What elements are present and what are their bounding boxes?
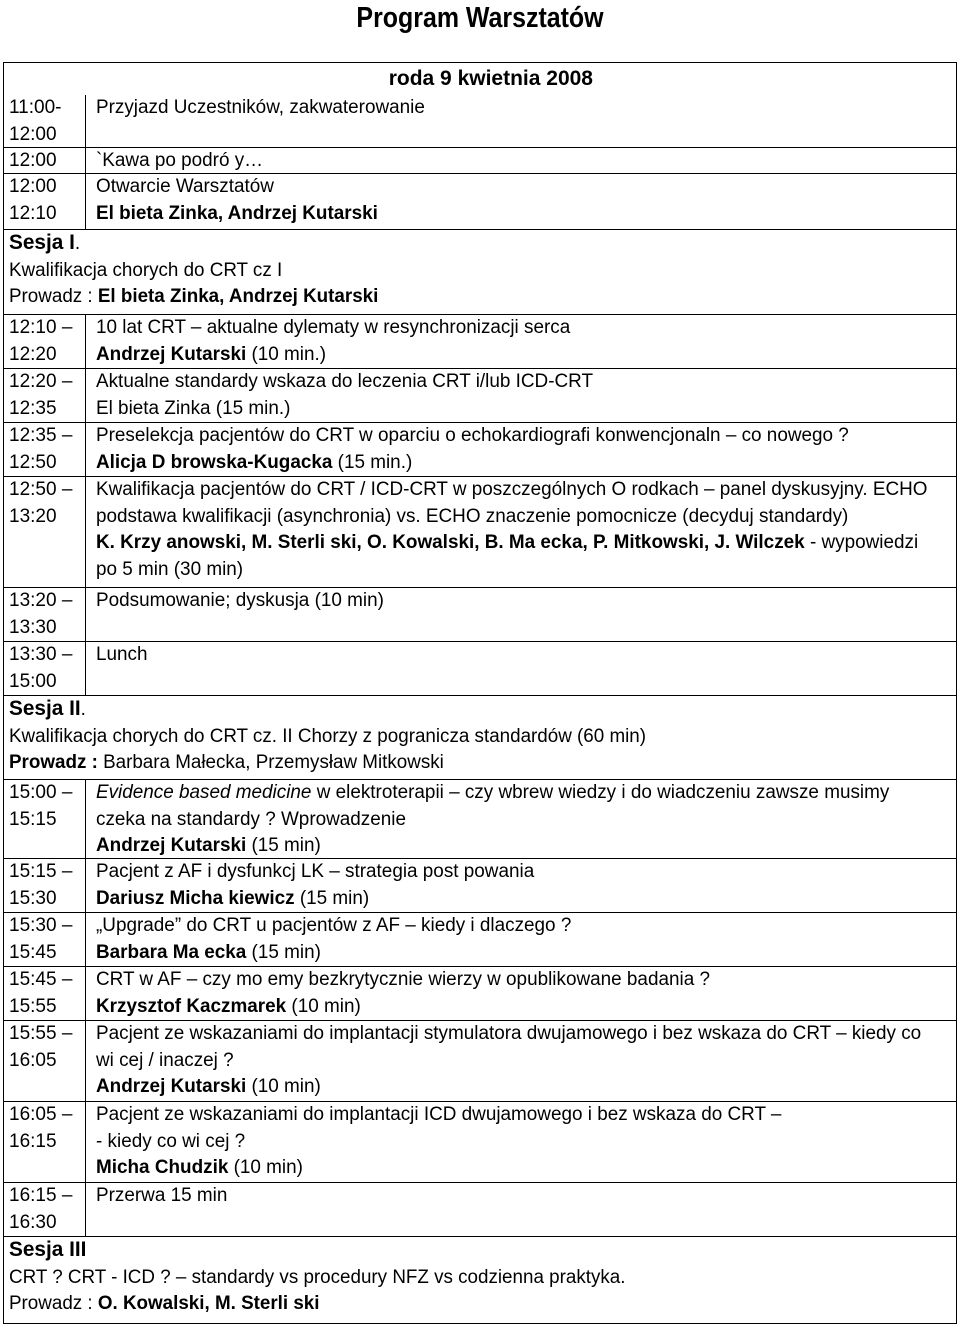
session-chair: Prowadz : El bieta Zinka, Andrzej Kutarski (9, 286, 379, 307)
time-cell: 15:30 – 15:45 (4, 913, 86, 966)
table-row (4, 173, 956, 229)
session-3-header (4, 1236, 956, 1323)
session-name: Sesja II (9, 697, 81, 720)
table-row (4, 912, 956, 966)
content-cell: `Kawa po podró y… (96, 150, 264, 171)
time-cell: 15:45 – 15:55 (4, 967, 86, 1020)
content-cell: Przyjazd Uczestników, zakwaterowanie (96, 97, 425, 118)
content-cell: Kwalifikacja pacjentów do CRT / ICD-CRT w poszczególnych O rodkach – panel dyskusyjny. ECHO podstawa kwalifikacji (asynchronia) vs. ECHO znaczenie pomocnicze (decyduj standardy) K. Krzy anowski, M. Sterli ski, O. Kowalski, B. Ma ecka, P. Mitkowski, J. Wilczek - wypowiedzi po 5 min (30 min) (96, 479, 928, 580)
content-cell: Pacjent z AF i dysfunkcj LK – strategia post powania Dariusz Micha kiewicz (15 min) (96, 861, 535, 909)
session-name: Sesja I (9, 231, 75, 254)
session-chair: Prowadz : O. Kowalski, M. Sterli ski (9, 1293, 320, 1314)
session-chair: Prowadz : Barbara Małecka, Przemysław Mitkowski (9, 752, 444, 773)
time-cell: 15:15 – 15:30 (4, 859, 86, 912)
program-table (3, 62, 957, 1324)
time-cell: 11:00- 12:00 (4, 95, 86, 147)
time-cell: 12:35 – 12:50 (4, 423, 86, 476)
content-cell: CRT w AF – czy mo emy bezkrytycznie wierzy w opublikowane badania ? Krzysztof Kaczmarek (10 min) (96, 969, 710, 1017)
content-cell: „Upgrade” do CRT u pacjentów z AF – kiedy i dlaczego ? Barbara Ma ecka (15 min) (96, 915, 572, 963)
table-row (4, 1020, 956, 1101)
time-cell: 12:20 – 12:35 (4, 369, 86, 422)
table-row (4, 314, 956, 368)
time-cell: 12:10 – 12:20 (4, 315, 86, 368)
time-cell: 12:50 – 13:20 (4, 477, 86, 587)
session-topic: CRT ? CRT - ICD ? – standardy vs procedury NFZ vs codzienna praktyka. (9, 1266, 626, 1288)
time-cell: 13:20 – 13:30 (4, 588, 86, 641)
content-cell: Aktualne standardy wskaza do leczenia CRT i/lub ICD-CRT El bieta Zinka (15 min.) (96, 371, 594, 419)
content-cell: Otwarcie Warsztatów El bieta Zinka, Andrzej Kutarski (96, 176, 378, 224)
table-row (4, 858, 956, 912)
content-cell: 10 lat CRT – aktualne dylematy w resynchronizacji serca Andrzej Kutarski (10 min.) (96, 317, 571, 365)
session-1-header: Sesja I. Kwalifikacja chorych do CRT cz I Prowadz : El bieta Zinka, Andrzej Kutarski (4, 229, 956, 314)
page-title: Program Warsztatów (356, 2, 604, 34)
content-cell: Pacjent ze wskazaniami do implantacji stymulatora dwujamowego i bez wskaza do CRT – kiedy co wi cej / inaczej ? Andrzej Kutarski (10 min) (96, 1023, 922, 1097)
time-cell: 15:00 – 15:15 (4, 780, 86, 858)
table-row (4, 422, 956, 476)
content-cell: Podsumowanie; dyskusja (10 min) (96, 590, 384, 611)
time-cell: 15:55 – 16:05 (4, 1021, 86, 1101)
table-row (4, 1182, 956, 1236)
content-cell: Pacjent ze wskazaniami do implantacji ICD dwujamowego i bez wskaza do CRT – - kiedy co wi cej ? Micha Chudzik (10 min) (96, 1104, 782, 1178)
time-cell: 12:00 12:10 (4, 174, 86, 229)
table-row (4, 779, 956, 858)
session-topic: Kwalifikacja chorych do CRT cz I (9, 259, 283, 281)
table-row (4, 641, 956, 695)
session-2-header: Sesja II. Kwalifikacja chorych do CRT cz. II Chorzy z pogranicza standardów (60 min) Prowadz : Barbara Małecka, Przemysław Mitkowski (4, 695, 956, 779)
time-cell: 16:15 – 16:30 (4, 1183, 86, 1236)
content-cell: Przerwa 15 min (96, 1185, 228, 1206)
content-cell: Lunch (96, 644, 148, 665)
table-row (4, 1101, 956, 1182)
table-row (4, 368, 956, 422)
time-cell: 13:30 – 15:00 (4, 642, 86, 695)
time-cell: 12:00 (4, 148, 86, 173)
table-row (4, 95, 956, 147)
time-cell: 16:05 – 16:15 (4, 1102, 86, 1182)
session-topic: Kwalifikacja chorych do CRT cz. II Chorzy z pogranicza standardów (60 min) (9, 725, 647, 747)
table-row (4, 147, 956, 173)
session-name: Sesja III (9, 1238, 87, 1261)
day-header: roda 9 kwietnia 2008 (388, 67, 593, 90)
content-cell: Evidence based medicine w elektroterapii – czy wbrew wiedzy i do wiadczeniu zawsze musimy czeka na standardy ? Wprowadzenie Andrzej Kutarski (15 min) (96, 782, 890, 856)
table-row (4, 966, 956, 1020)
content-cell: Preselekcja pacjentów do CRT w oparciu o echokardiografi konwencjonaln – co nowego ? Alicja D browska-Kugacka (15 min.) (96, 425, 849, 473)
table-row (4, 476, 956, 587)
table-row (4, 587, 956, 641)
